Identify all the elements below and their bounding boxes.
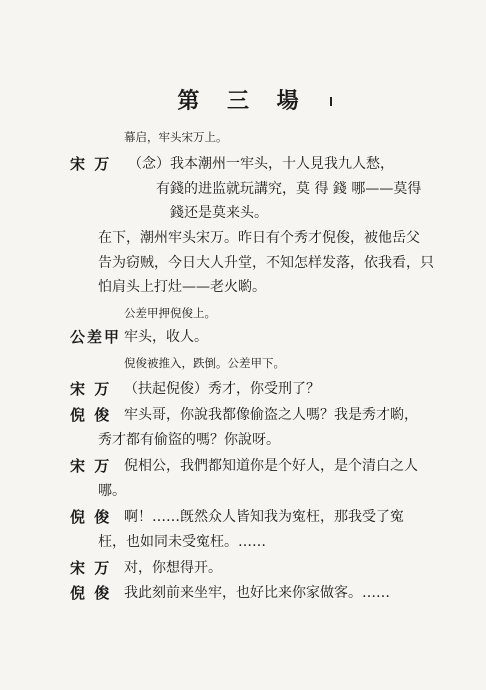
dialogue-line: 对，你想得开。 xyxy=(124,560,222,576)
stage-direction: 倪俊被推入，跌倒。公差甲下。 xyxy=(124,356,285,370)
dialogue-line: 我此刻前来坐牢，也好比来你家做客。…… xyxy=(124,585,390,601)
stage-direction: 公差甲押倪俊上。 xyxy=(124,306,216,320)
dialogue-line: 倪相公，我們都知道你是个好人，是个清白之人 xyxy=(124,458,418,474)
speaker-name: 公差甲 xyxy=(70,328,122,346)
dialogue-line: 牢头，收人。 xyxy=(124,329,208,345)
speaker-name: 倪 俊 xyxy=(70,508,112,526)
dialogue-line: 有錢的进监就玩講究，莫 得 錢 哪——莫得 xyxy=(156,181,422,197)
speaker-name: 宋 万 xyxy=(70,380,112,398)
dialogue-line: 哪。 xyxy=(98,483,126,499)
dialogue-line: 秀才都有偷盜的嗎？你說呀。 xyxy=(98,432,280,448)
speaker-name: 倪 俊 xyxy=(70,584,112,602)
dialogue-line: 錢还是莫来头。 xyxy=(170,205,268,221)
scene-title: 第 三 場 xyxy=(177,89,309,114)
dialogue-line: 告为窃贼，今日大人升堂，不知怎样发落，依我看，只 xyxy=(98,255,434,271)
dialogue-line: （念）我本潮州一牢头，十人見我九人愁， xyxy=(128,156,394,172)
speaker-name: 宋 万 xyxy=(70,559,112,577)
dialogue-line: 怕肩头上打灶——老火喲。 xyxy=(98,279,266,295)
dialogue-line: 牢头哥，你說我都像偷盗之人嗎？我是秀才喲， xyxy=(124,407,418,423)
dialogue-line: 啊！……旣然众人皆知我为寃枉，那我受了寃 xyxy=(124,509,404,525)
stage-direction: 幕启，牢头宋万上。 xyxy=(124,130,228,144)
ink-mark xyxy=(330,97,332,106)
dialogue-line: 在下，潮州牢头宋万。昨日有个秀才倪俊，被他岳父 xyxy=(98,230,420,246)
dialogue-line: （扶起倪俊）秀才，你受刑了？ xyxy=(124,381,320,397)
dialogue-line: 枉，也如同未受寃枉。…… xyxy=(98,534,266,550)
speaker-name: 宋 万 xyxy=(70,457,112,475)
speaker-name: 宋 万 xyxy=(70,155,112,173)
speaker-name: 倪 俊 xyxy=(70,406,112,424)
